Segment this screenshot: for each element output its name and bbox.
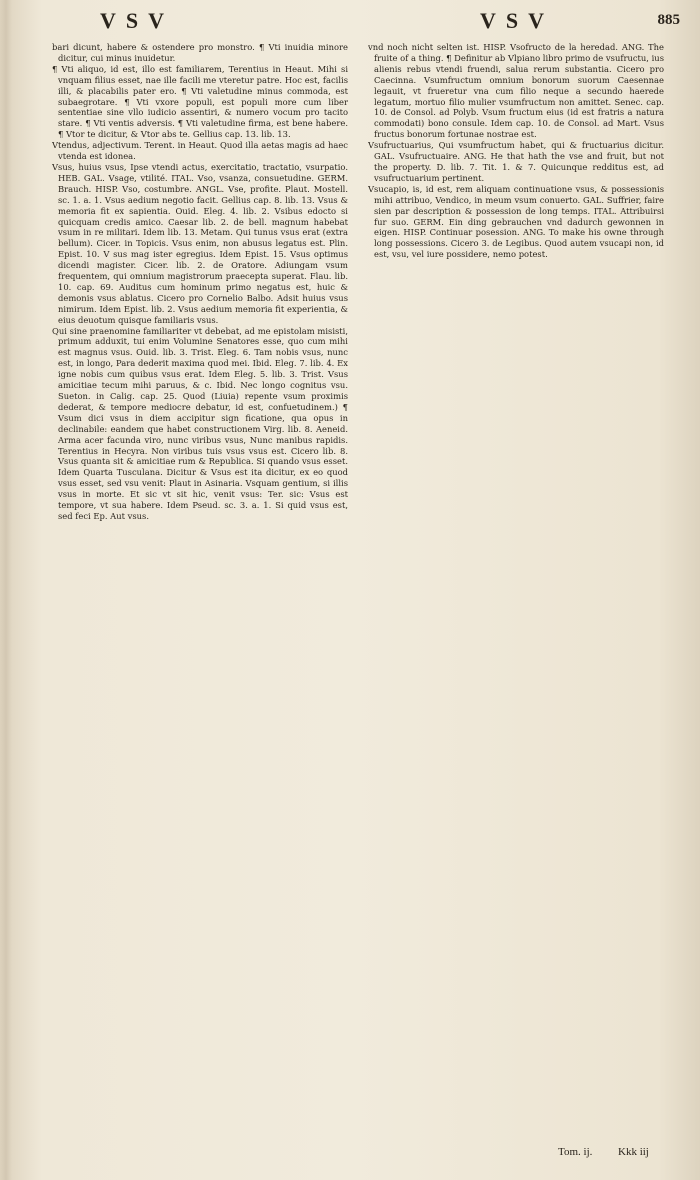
dictionary-entry: ¶ Vti aliquo, id est, illo est familiarem, Terentius in Heaut. Mihi si vnquam filius esset, nae ille facili me vteretur patre. Hoc est, facilis illi, & placabilis pater ero. ¶ Vti valetudine minus commoda, est subaegrotare. ¶ Vti vxore populi, est populi more cum liber sententiae sine vllo iudicio assentiri, & numero vocum pro tacito stare. ¶ Vti ventis adversis. ¶ Vti valetudine firma, est bene habere. ¶ Vtor te dicitur, & Vtor abs te. Gellius cap. 13. lib. 13. <box>52 63 348 140</box>
right-column <box>368 42 664 1132</box>
left-column <box>52 42 348 1132</box>
dictionary-entry: Qui sine praenomine familiariter vt debebat, ad me epistolam misisti, primum adduxit, tui enim Volumine Senatores esse, quo cum mihi est magnus vsus. Ouid. lib. 3. Trist. Eleg. 6. Tam nobis vsus, nunc est, in longo, Para dederit maxima quod mei. Ibid. Eleg. 7. lib. 4. Ex igne nobis cum quibus vsus erat. Idem Eleg. 5. lib. 3. Trist. Vsus amicitiae tecum mihi paruus, & c. Ibid. Nec longo cognitus vsu. Sueton. in Calig. cap. 25. Quod (Liuia) repente vsum proximis dederat, & tempore mediocre debatur, id est, confuetudinem.) ¶ Vsum dici vsus in diem accipitur sign ficatione, qua opus in declinabile: eandem que habet constructionem Virg. lib. 8. Aeneid. Arma acer facunda viro, nunc viribus vsus, Nunc manibus rapidis. Terentius in Hecyra. Non viribus tuis vsus vsus est. Cicero lib. 8. Vsus quanta sit & amicitiae rum & Republica. Si quando vsus esset. Idem Quarta Tusculana. Dicitur & Vsus est ita dicitur, ex eo quod vsus esset, sed vsu venit: Plaut in Asinaria. Vsquam gentium, si illis vsus in morte. Et sic vt sit hic, venit vsus: Ter. sic: Vsus est tempore, vt sua habere. Idem Pseud. sc. 3. a. 1. Si quid vsus est, sed feci Ep. Aut vsus. <box>52 325 348 521</box>
gutter-shadow <box>0 0 12 1180</box>
dictionary-entry: vnd noch nicht selten ist. HISP. Vsofructo de la heredad. ANG. The fruite of a thing. ¶ Definitur ab Vlpiano libro primo de vsufructu, ius alienis rebus vtendi fruendi, salua rerum substantia. Cicero pro Caecinna. Vsumfructum omnium bonorum suorum Caesennae legauit, vt frueretur vna cum filio neque a secundo haerede legatum, mortuo filio mulier vsumfructum non amittet. Senec. cap. 10. de Consol. ad Polyb. Vsum fructum eius (id est fratris a natura commodati) bono consule. Idem cap. 10. de Consol. ad Mart. Vsus fructus bonorum fortunae nostrae est. <box>368 42 664 140</box>
dictionary-entry: Vsus, huius vsus, Ipse vtendi actus, exercitatio, tractatio, vsurpatio. HEB. GAL. Vsage, vtilité. ITAL. Vso, vsanza, consuetudine. GERM. Brauch. HISP. Vso, costumbre. ANGL. Vse, profite. Plaut. Mostell. sc. 1. a. 1. Vsus aedium negotio facit. Gellius cap. 8. lib. 13. Vsus & memoria fit ex sapientia. Ouid. Eleg. 4. lib. 2. Vsibus edocto si quicquam credis amico. Caesar lib. 2. de bell. magnum habebat vsum in re militari. Idem lib. 13. Metam. Qui tunus vsus erat (extra bellum). Cicer. in Topicis. Vsus enim, non abusus legatus est. Plin. Epist. 10. V sus mag ister egregius. Idem Epist. 15. Vsus optimus dicendi magister. Cicer. lib. 2. de Oratore. Adiungam vsum frequentem, qui omnium magistrorum praecepta superat. Flau. lib. 10. cap. 69. Auditus cum hominum primo negatus est, huic & demonis vsus ablatus. Cicero pro Cornelio Balbo. Adsit huius vsus nimirum. Idem Epist. lib. 2. Vsus aedium memoria fit experientia, & eius deuotum quisque familiaris vsus. <box>52 161 348 325</box>
running-head <box>70 8 680 38</box>
dictionary-entry: bari dicunt, habere & ostendere pro monstro. ¶ Vti inuidia minore dicitur, cui minus inuidetur. <box>52 42 348 63</box>
page-number: 885 <box>657 12 680 28</box>
dictionary-entry: Vsufructuarius, Qui vsumfructum habet, qui & fructuarius dicitur. GAL. Vsufructuaire. ANG. He that hath the vse and fruit, but not the property. D. lib. 7. Tit. 1. & 7. Quicunque redditus est, ad vsufructuarium pertinent. <box>368 140 664 183</box>
page-footer <box>368 1146 688 1166</box>
dictionary-entry: Vtendus, adjectivum. Terent. in Heaut. Quod illa aetas magis ad haec vtenda est idonea. <box>52 140 348 162</box>
running-head-left: VSV <box>100 8 175 33</box>
signature-mark: Kkk iij <box>618 1146 649 1158</box>
tome-label: Tom. ij. <box>558 1146 593 1158</box>
dictionary-entry: Vsucapio, is, id est, rem aliquam continuatione vsus, & possessionis mihi attribuo, Vendico, in meum vsum conuerto. GAL. Suffrier, faire sien par description & possession de long temps. ITAL. Attribuirsi fur suo. GERM. Ein ding gebrauchen vnd dadurch gewonnen in eigen. HISP. Continuar posession. ANG. To make his owne through long possessions. Cicero 3. de Legibus. Quod autem vsucapi non, id est, vsu, vel iure possidere, nemo potest. <box>368 183 664 260</box>
running-head-right: VSV <box>480 8 555 33</box>
